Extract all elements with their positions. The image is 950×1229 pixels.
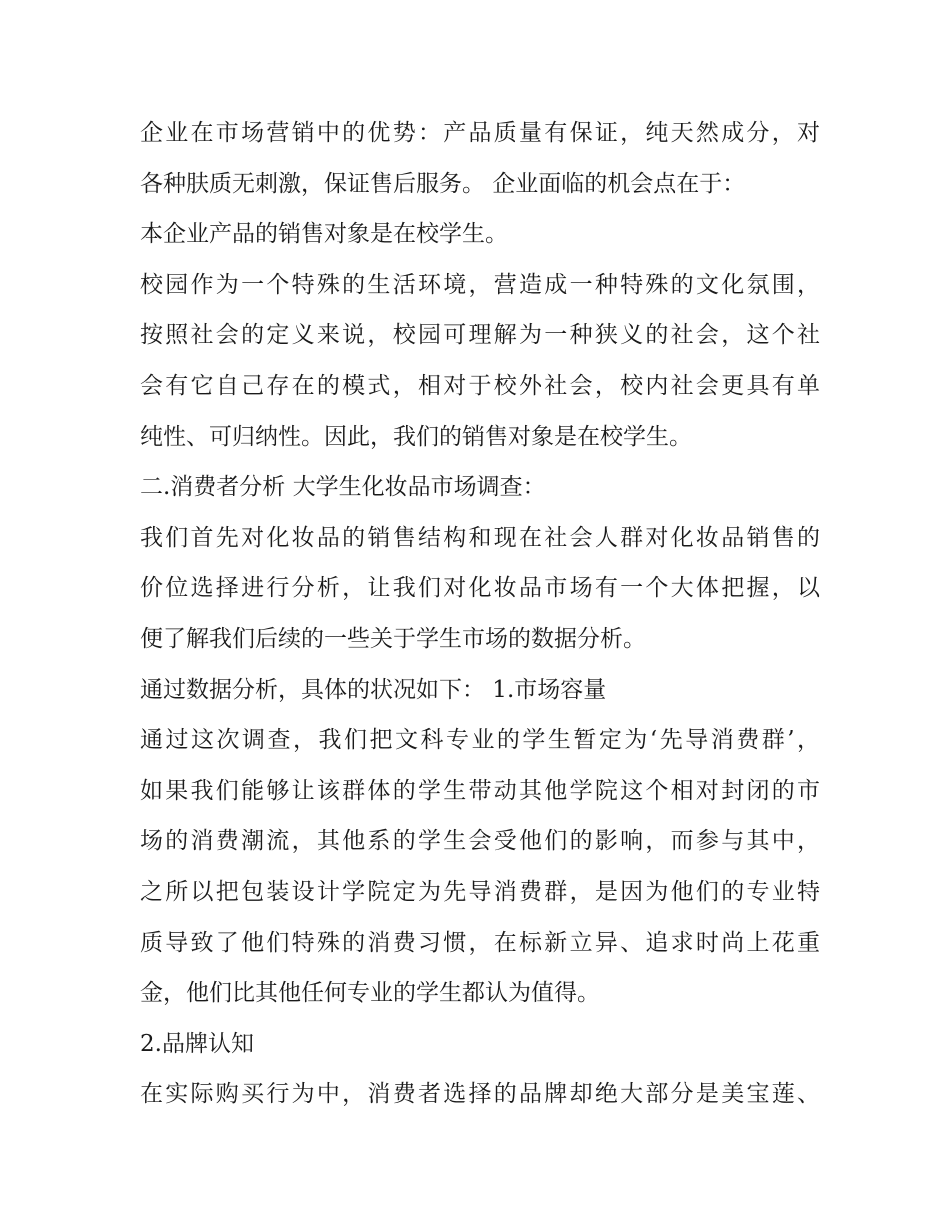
text-line: 会有它自己存在的模式，相对于校外社会，校内社会更具有单	[140, 372, 820, 399]
text-line: 按照社会的定义来说，校园可理解为一种狭义的社会，这个社	[140, 322, 820, 349]
text-line: 通过数据分析，具体的状况如下： 1.市场容量	[140, 676, 607, 703]
text-line: 在实际购买行为中，消费者选择的品牌却绝大部分是美宝莲、	[140, 1081, 820, 1108]
document-body	[140, 108, 820, 1120]
text-line: 通过这次调查，我们把文科专业的学生暂定为‘先导消费群’，	[140, 727, 820, 754]
section-heading: 2.品牌认知	[140, 1030, 254, 1057]
text-line: 金，他们比其他任何专业的学生都认为值得。	[140, 980, 600, 1007]
text-line: 便了解我们后续的一些关于学生市场的数据分析。	[140, 625, 646, 652]
text-line: 如果我们能够让该群体的学生带动其他学院这个相对封闭的市	[140, 777, 820, 804]
text-line: 企业在市场营销中的优势：产品质量有保证，纯天然成分，对	[140, 120, 820, 146]
text-line: 价位选择进行分析，让我们对化妆品市场有一个大体把握，以	[140, 575, 820, 602]
text-line: 本企业产品的销售对象是在校学生。	[140, 221, 508, 248]
text-line: 纯性、可归纳性。因此，我们的销售对象是在校学生。	[140, 423, 692, 450]
text-line: 校园作为一个特殊的生活环境，营造成一种特殊的文化氛围，	[140, 271, 820, 298]
text-line: 各种肤质无刺激，保证售后服务。 企业面临的机会点在于：	[140, 170, 746, 197]
text-line: 质导致了他们特殊的消费习惯，在标新立异、追求时尚上花重	[140, 929, 820, 956]
text-line: 我们首先对化妆品的销售结构和现在社会人群对化妆品销售的	[140, 524, 820, 551]
text-line: 之所以把包装设计学院定为先导消费群，是因为他们的专业特	[140, 878, 820, 905]
section-heading: 二.消费者分析 大学生化妆品市场调查：	[140, 474, 546, 501]
text-line: 场的消费潮流，其他系的学生会受他们的影响，而参与其中，	[140, 828, 820, 855]
